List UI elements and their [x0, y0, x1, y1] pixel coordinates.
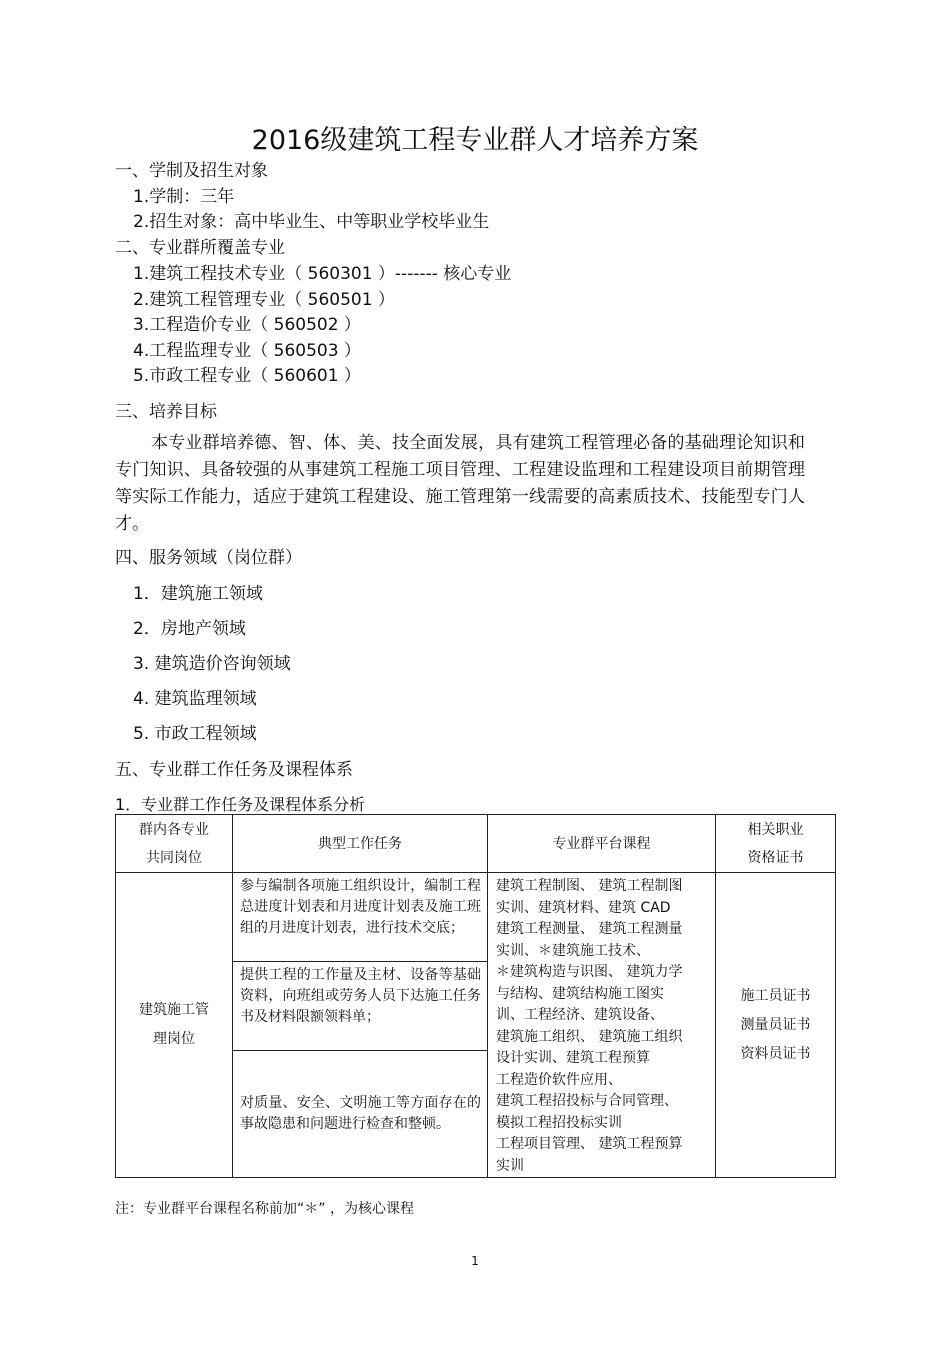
list-item: 1.建筑工程技术专业（ 560301 ）------- 核心专业	[133, 264, 512, 284]
list-item: 1．建筑施工领域	[133, 584, 263, 604]
list-item: 4. 建筑监理领域	[133, 689, 257, 709]
header-platform: 专业群平台课程	[488, 815, 716, 873]
footnote: 注：专业群平台课程名称前加“＊” ，为核心课程	[115, 1201, 414, 1217]
table-header-row	[116, 815, 836, 873]
list-item: 5.市政工程专业（ 560601 ）	[133, 366, 361, 386]
list-item: 3. 建筑造价咨询领域	[133, 654, 291, 674]
cell-post: 建筑施工管 理岗位	[116, 873, 233, 1178]
header-cert: 相关职业 资格证书	[716, 815, 836, 873]
course-system-table	[115, 814, 836, 1178]
list-item: 2.建筑工程管理专业（ 560501 ）	[133, 290, 395, 310]
list-item: 2.招生对象：高中毕业生、中等职业学校毕业生	[133, 212, 490, 232]
table-row	[116, 873, 836, 962]
list-item: 1.学制：三年	[133, 187, 235, 207]
section-heading-3: 三、培养目标	[115, 402, 217, 422]
list-item: 5. 市政工程领域	[133, 724, 257, 744]
section-heading-5: 五、专业群工作任务及课程体系	[115, 760, 353, 780]
cell-task: 对质量、安全、文明施工等方面存在的事故隐患和问题进行检查和整顿。	[233, 1050, 488, 1177]
cell-task: 参与编制各项施工组织设计，编制工程总进度计划表和月进度计划表及施工班组的月进度计划表，进行技术交底；	[233, 873, 488, 962]
section-heading-1: 一、学制及招生对象	[115, 161, 268, 181]
list-item: 2．房地产领域	[133, 619, 246, 639]
list-item: 3.工程造价专业（ 560502 ）	[133, 315, 361, 335]
list-item: 4.工程监理专业（ 560503 ）	[133, 341, 361, 361]
page-number: 1	[471, 1254, 479, 1268]
section-heading-4: 四、服务领域（岗位群）	[115, 548, 302, 568]
section-heading-2: 二、专业群所覆盖专业	[115, 238, 285, 258]
page-title: 2016级建筑工程专业群人才培养方案	[251, 125, 699, 156]
cell-cert: 施工员证书 测量员证书 资料员证书	[716, 873, 836, 1178]
cell-task: 提供工程的工作量及主材、设备等基础资料，向班组或劳务人员下达施工任务书及材料限额领料单；	[233, 962, 488, 1050]
subsection-heading: 1．专业群工作任务及课程体系分析	[115, 795, 366, 814]
objective-paragraph: 本专业群培养德、智、体、美、技全面发展，具有建筑工程管理必备的基础理论知识和专门知识、具备较强的从事建筑工程施工项目管理、工程建设监理和工程建设项目前期管理等实际工作能力，适应于建筑工程建设、施工管理第一线需要的高素质技术、技能型专门人才。	[115, 433, 805, 534]
cell-platform: 建筑工程制图、 建筑工程制图 实训、建筑材料、建筑 CAD 建筑工程测量、 建筑工程测量 实训、＊建筑施工技术、 ＊建筑构造与识图、 建筑力学 与结构、建筑结构施工图实 训、工程经济、建筑设备、 建筑施工组织、 建筑施工组织 设计实训、建筑工程预算 工程造价软件应用、 建筑工程招投标与合同管理、 模拟工程招投标实训 工程项目管理、 建筑工程预算 实训	[488, 873, 716, 1178]
header-tasks: 典型工作任务	[233, 815, 488, 873]
header-post: 群内各专业 共同岗位	[116, 815, 233, 873]
